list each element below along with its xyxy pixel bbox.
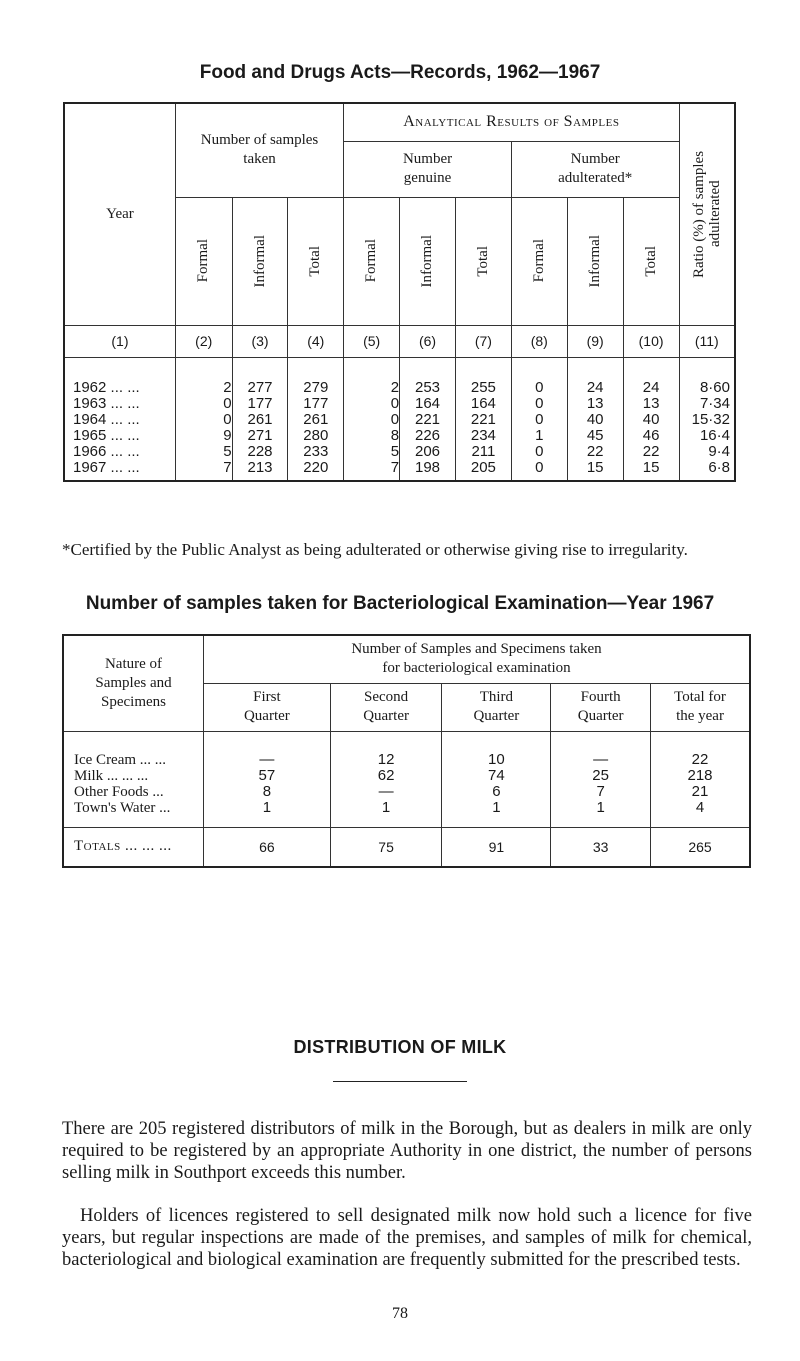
year-1967: 1967 ... ... [73,458,140,476]
cell: 177 [303,394,329,412]
cell: 271 [247,426,273,444]
number-taken-header: Number of Samples and Specimens taken for bacteriological examination [204,635,750,683]
first-quarter-header: First Quarter [204,683,331,731]
cell: 1 [262,798,272,816]
cell: 228 [247,442,273,460]
col-num: (1) [64,325,175,357]
cell: 206 [414,442,441,460]
second-quarter-header: Second Quarter [330,683,442,731]
col-num: (5) [344,325,400,357]
cell: 8·60 [699,378,730,396]
adult-informal-values [567,357,623,481]
table1-data-row [64,357,735,481]
nature-list [63,731,204,827]
cell: 1 [381,798,391,816]
cell: 46 [642,426,660,444]
cell: 74 [488,766,505,784]
taken-informal-values [232,357,288,481]
cell: 177 [247,394,273,412]
taken-informal-header: Informal [232,197,288,325]
second-quarter-values [330,731,442,827]
nature-other-foods: Other Foods ... [74,783,164,800]
taken-total-header: Total [288,197,344,325]
cell: 0 [535,394,544,412]
year-1963: 1963 ... ... [73,394,140,412]
cell: 277 [247,378,273,396]
food-drugs-records-table [63,102,736,482]
cell: 24 [586,378,604,396]
fourth-quarter-header: Fourth Quarter [551,683,651,731]
cell: 22 [586,442,604,460]
cell: 6 [492,782,501,800]
year-1966: 1966 ... ... [73,442,140,460]
cell: 22 [642,442,660,460]
nature-ice-cream: Ice Cream ... ... [74,751,167,768]
col-num: (8) [511,325,567,357]
cell: 7 [390,458,400,476]
nature-towns-water: Town's Water ... [74,799,171,816]
cell: 15 [642,458,660,476]
cell: 15·32 [691,410,730,428]
col-num: (6) [400,325,456,357]
cell: 25 [592,766,609,784]
fourth-quarter-values [551,731,651,827]
cell: 6·8 [708,458,730,476]
cell: 13 [642,394,660,412]
year-header: Year [64,103,175,325]
cell: 24 [642,378,660,396]
cell: 15 [586,458,604,476]
genuine-header: Number genuine [344,141,512,197]
cell: 0 [535,442,544,460]
cell: 218 [687,766,713,784]
cell: 7 [223,458,232,476]
table2-data-row [63,731,750,827]
genuine-formal-values [344,357,400,481]
cell: 164 [414,394,441,412]
col-num: (2) [175,325,232,357]
cell: 221 [414,410,441,428]
cell: 4 [695,798,705,816]
cell: 1 [492,798,501,816]
nature-milk: Milk ... ... ... [74,767,149,784]
cell: 211 [471,442,496,460]
col-num: (7) [455,325,511,357]
totals-fourth: 33 [551,827,651,867]
cell: 5 [390,442,400,460]
cell: 0 [535,378,544,396]
bacteriological-samples-table [62,634,751,868]
cell: 7·34 [699,394,730,412]
cell: 205 [470,458,496,476]
cell: 16·4 [699,426,730,444]
year-1965: 1965 ... ... [73,426,140,444]
cell: 220 [303,458,329,476]
total-year-values [651,731,750,827]
cell: 1 [535,426,544,444]
totals-third: 91 [442,827,551,867]
taken-formal-header: Formal [175,197,232,325]
cell: 164 [470,394,496,412]
col-num: (3) [232,325,288,357]
cell: 40 [586,410,604,428]
cell: 8 [262,782,272,800]
cell: 198 [414,458,441,476]
section-heading: DISTRIBUTION OF MILK [293,1037,507,1057]
total-year-header: Total for the year [651,683,750,731]
paragraph-2: Holders of licences registered to sell designated milk now hold such a licence for five years, but regular inspections are made of the premises, and samples of milk for chemical, bacteriological and biological examination are frequently submitted for the prescribed tests. [62,1206,752,1270]
cell: 0 [390,394,400,412]
cell: 57 [258,766,276,784]
table1-title: Food and Drugs Acts—Records, 1962—1967 [199,62,601,83]
taken-total-values [288,357,344,481]
taken-formal-values [175,357,232,481]
cell: 279 [303,378,329,396]
cell: — [378,782,394,800]
cell: 62 [377,766,395,784]
totals-label: Totals ... ... ... [63,827,204,867]
cell: 255 [470,378,496,396]
nature-header: Nature of Samples and Specimens [63,635,204,731]
cell: 226 [414,426,441,444]
cell: 253 [414,378,441,396]
genuine-informal-values [400,357,456,481]
cell: 0 [535,410,544,428]
samples-taken-header: Number of samples taken [175,103,343,197]
cell: 13 [586,394,604,412]
cell: — [593,750,609,768]
cell: 22 [691,750,709,768]
totals-total: 265 [651,827,750,867]
genuine-formal-header: Formal [344,197,400,325]
year-1964: 1964 ... ... [73,410,140,428]
cell: 40 [642,410,660,428]
genuine-total-values [455,357,511,481]
col-num: (11) [679,325,735,357]
page-number: 78 [392,1305,408,1322]
col-num: (9) [567,325,623,357]
cell: 0 [223,410,232,428]
cell: 5 [223,442,232,460]
cell: 8 [390,426,400,444]
year-list [64,357,175,481]
col-num: (4) [288,325,344,357]
totals-second: 75 [330,827,442,867]
table2-title: Number of samples taken for Bacteriological Examination—Year 1967 [85,593,715,614]
footnote: *Certified by the Public Analyst as being adulterated or otherwise giving rise to irregularity. [62,540,688,559]
cell: 221 [470,410,496,428]
third-quarter-values [442,731,551,827]
adult-total-values [623,357,679,481]
cell: 2 [223,378,232,396]
cell: 9·4 [708,442,730,460]
year-1962: 1962 ... ... [73,378,140,396]
col-num: (10) [623,325,679,357]
cell: 9 [223,426,232,444]
cell: 0 [223,394,232,412]
column-number-row [64,325,735,357]
totals-row [63,827,750,867]
cell: 280 [303,426,329,444]
cell: — [259,750,275,768]
cell: 21 [691,782,709,800]
cell: 12 [377,750,395,768]
genuine-total-header: Total [455,197,511,325]
first-quarter-values [204,731,331,827]
adult-total-header: Total [623,197,679,325]
cell: 234 [470,426,496,444]
cell: 213 [247,458,273,476]
cell: 1 [596,798,605,816]
cell: 233 [303,442,329,460]
ratio-values [679,357,735,481]
adult-formal-values [511,357,567,481]
heading-rule [333,1081,467,1082]
cell: 10 [488,750,505,768]
third-quarter-header: Third Quarter [442,683,551,731]
cell: 0 [390,410,400,428]
cell: 2 [390,378,400,396]
adult-informal-header: Informal [567,197,623,325]
cell: 261 [303,410,329,428]
adulterated-header: Number adulterated* [511,141,679,197]
cell: 7 [596,782,605,800]
cell: 261 [247,410,273,428]
cell: 0 [535,458,544,476]
adult-formal-header: Formal [511,197,567,325]
cell: 45 [586,426,604,444]
analytical-results-header: Analytical Results of Samples [344,103,679,141]
totals-first: 66 [204,827,331,867]
paragraph-1: There are 205 registered distributors of milk in the Borough, but as dealers in milk are only required to be registered by an appropriate Authority in one district, the number of persons selling milk in Southport exceeds this number. [62,1119,752,1183]
ratio-header: Ratio (%) of samples adulterated [679,103,735,325]
genuine-informal-header: Informal [400,197,456,325]
